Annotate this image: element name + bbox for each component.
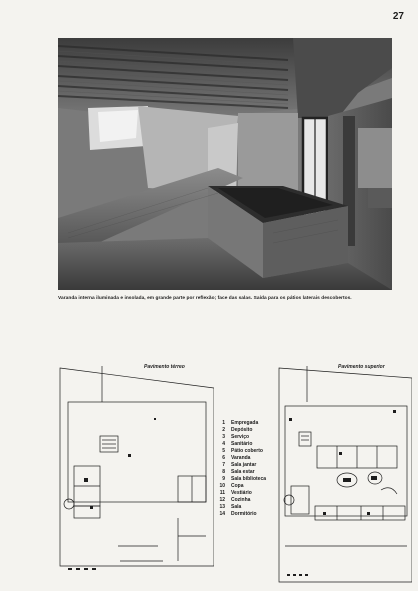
interior-veranda-photo <box>58 38 392 290</box>
legend-item: 13 Sala <box>219 504 242 510</box>
legend-item: 4 Sanitário <box>222 441 253 447</box>
room-legend <box>213 420 266 518</box>
legend-item: 2 Depósito <box>222 427 253 433</box>
legend-item: 14 Dormitório <box>219 511 257 517</box>
ground-floor-plan-title: Pavimento térreo <box>144 364 185 370</box>
legend-item: 3 Serviço <box>222 434 250 440</box>
legend-item: 9 Sala biblioteca <box>222 476 267 482</box>
legend-item: 8 Sala estar <box>222 469 255 475</box>
legend-item: 11 Vestiário <box>219 490 252 496</box>
legend-item: 6 Varanda <box>222 455 251 461</box>
photo-caption: Varanda interna iluminada e insolada, em grande parte por reflexão; face das salas. Saída para os pátios laterais descobertos. <box>58 296 352 301</box>
ground-floor-plan <box>58 366 214 576</box>
legend-item: 10 Copa <box>219 483 244 489</box>
upper-floor-plan-title: Pavimento superior <box>338 364 385 370</box>
legend-item: 1 Empregada <box>222 420 259 426</box>
legend-item: 12 Cozinha <box>219 497 251 503</box>
legend-item: 7 Sala jantar <box>222 462 257 468</box>
upper-floor-plan <box>277 366 412 584</box>
page-number: 27 <box>392 11 404 22</box>
legend-item: 5 Pátio coberto <box>222 448 263 454</box>
